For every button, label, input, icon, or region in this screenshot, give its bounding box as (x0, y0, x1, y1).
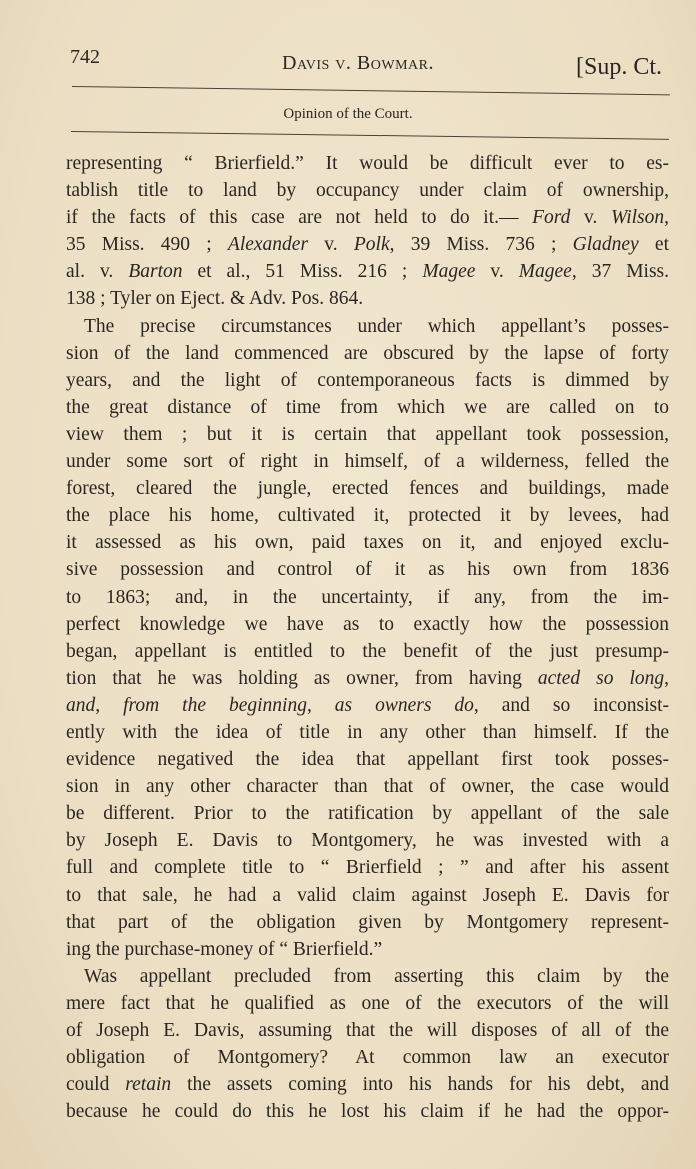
text-segment: full and complete title to “ Brierfield ; ” and after his assent (66, 857, 669, 879)
text-line (66, 394, 669, 421)
text-segment: , (95, 694, 124, 716)
text-line (66, 258, 669, 285)
text-segment: it assessed as his own, paid taxes on it, and enjoyed exclu- (66, 532, 669, 554)
text-segment: to that sale, he had a valid claim against Joseph E. Davis for (66, 884, 669, 906)
section-heading: Opinion of the Court. (283, 106, 413, 122)
italic-text: Alexander (227, 234, 309, 256)
italic-text: Gladney (572, 234, 639, 256)
text-segment: the place his home, cultivated it, protected it by levees, had (66, 505, 669, 527)
text-segment: be different. Prior to the ratification by appellant of the sale (66, 803, 669, 825)
text-line (66, 231, 669, 258)
text-segment: forest, cleared the jungle, erected fences and buildings, made (66, 478, 669, 500)
text-segment: the assets coming into his hands for his debt, and (171, 1074, 669, 1096)
text-segment: , 37 Miss. (571, 261, 670, 283)
text-line (66, 475, 669, 502)
text-segment: if the facts of this case are not held to do it.— (66, 207, 533, 229)
text-line (66, 177, 669, 204)
text-line (66, 367, 669, 394)
text-line (66, 313, 669, 340)
text-line (66, 204, 669, 231)
text-line (66, 854, 669, 881)
text-line (66, 611, 669, 638)
court-label: [Sup. Ct. (576, 54, 663, 80)
text-line (66, 1017, 669, 1044)
text-segment: ing the purchase-money of “ Brierfield.” (66, 938, 383, 960)
text-line (66, 638, 669, 665)
italic-text: Wilson (611, 207, 665, 229)
text-segment: et al., 51 Miss. 216 ; (182, 261, 423, 283)
text-segment: et (638, 234, 669, 256)
text-segment: v. (475, 261, 519, 283)
italic-text: Magee (422, 261, 476, 283)
text-line (66, 990, 669, 1017)
text-segment: v. (308, 234, 354, 256)
header-rule-top (72, 86, 670, 95)
text-line (66, 800, 669, 827)
text-line (66, 1044, 669, 1071)
italic-text: Polk (353, 234, 390, 256)
italic-text: from the beginning (123, 694, 307, 716)
text-segment: sion of the land commenced are obscured by the lapse of forty (66, 342, 669, 364)
page-number: 742 (70, 46, 100, 68)
text-line (66, 584, 669, 611)
text-line (66, 421, 669, 448)
text-line (66, 827, 669, 854)
text-segment: tion that he was holding as owner, from having (66, 667, 538, 689)
text-segment: evidence negatived the idea that appellant first took posses- (66, 749, 669, 771)
text-line (66, 285, 669, 312)
text-segment: The precise circumstances under which appellant’s posses- (84, 315, 669, 337)
text-line (66, 909, 669, 936)
text-segment: the great distance of time from which we are called on to (66, 396, 669, 418)
text-segment: years, and the light of contemporaneous facts is dimmed by (66, 369, 669, 391)
text-line (66, 150, 669, 177)
text-line (66, 665, 669, 692)
text-segment: , (306, 694, 335, 716)
text-line (66, 340, 669, 367)
text-line (66, 746, 669, 773)
text-line (66, 692, 669, 719)
text-segment: 35 Miss. 490 ; (66, 234, 228, 256)
text-line (66, 936, 669, 963)
text-segment: that part of the obligation given by Montgomery represent- (66, 911, 669, 933)
text-line (66, 502, 669, 529)
text-line (66, 773, 669, 800)
text-segment: , and so inconsist- (473, 694, 669, 716)
text-line (66, 1071, 669, 1098)
text-segment: al. v. (66, 261, 129, 283)
text-segment: Was appellant precluded from asserting this claim by the (84, 965, 669, 987)
italic-text: Magee (518, 261, 572, 283)
text-line (66, 529, 669, 556)
text-segment: representing “ Brierfield.” It would be difficult ever to es- (66, 153, 669, 174)
text-line (66, 963, 669, 990)
text-segment: sion in any other character than that of owner, the case would (66, 776, 669, 798)
italic-text: and (66, 694, 96, 716)
text-segment: ently with the idea of title in any other than himself. If the (66, 721, 669, 743)
header-rule-bottom (71, 131, 669, 140)
text-segment: because he could do this he lost his claim if he had the oppor- (66, 1101, 669, 1123)
text-line (66, 448, 669, 475)
text-segment: of Joseph E. Davis, assuming that the will disposes of all of the (66, 1020, 669, 1041)
text-segment: by Joseph E. Davis to Montgomery, he was invested with a (66, 830, 669, 852)
italic-text: Ford (532, 207, 571, 229)
text-segment: perfect knowledge we have as to exactly how the possession (66, 613, 669, 635)
text-segment: under some sort of right in himself, of a wilderness, felled the (66, 451, 669, 473)
italic-text: Barton (128, 261, 183, 283)
text-segment: , (664, 207, 669, 229)
opinion-text (66, 150, 669, 1125)
italic-text: retain (125, 1074, 172, 1096)
text-segment: sive possession and control of it as his own from 1836 (66, 559, 669, 581)
text-line (66, 1098, 669, 1125)
text-segment: began, appellant is entitled to the benefit of the just presump- (66, 640, 669, 662)
text-line (66, 556, 669, 583)
text-segment: could (66, 1074, 126, 1096)
text-line (66, 719, 669, 746)
text-segment: 138 ; Tyler on Eject. & Adv. Pos. 864. (66, 288, 364, 310)
text-segment: v. (570, 207, 612, 229)
italic-text: acted so long (537, 667, 665, 689)
text-line (66, 882, 669, 909)
text-segment: to 1863; and, in the uncertainty, if any, from the im- (66, 586, 669, 608)
text-segment: view them ; but it is certain that appellant took possession, (66, 423, 669, 445)
text-segment: tablish title to land by occupancy under claim of ownership, (66, 180, 669, 202)
italic-text: as owners do (334, 694, 474, 716)
text-segment: mere fact that he qualified as one of the executors of the will (66, 992, 669, 1014)
text-segment: , (664, 667, 669, 689)
text-segment: obligation of Montgomery? At common law an executor (66, 1047, 669, 1069)
running-title: Davis v. Bowmar. (282, 52, 434, 74)
text-segment: , 39 Miss. 736 ; (389, 234, 573, 256)
